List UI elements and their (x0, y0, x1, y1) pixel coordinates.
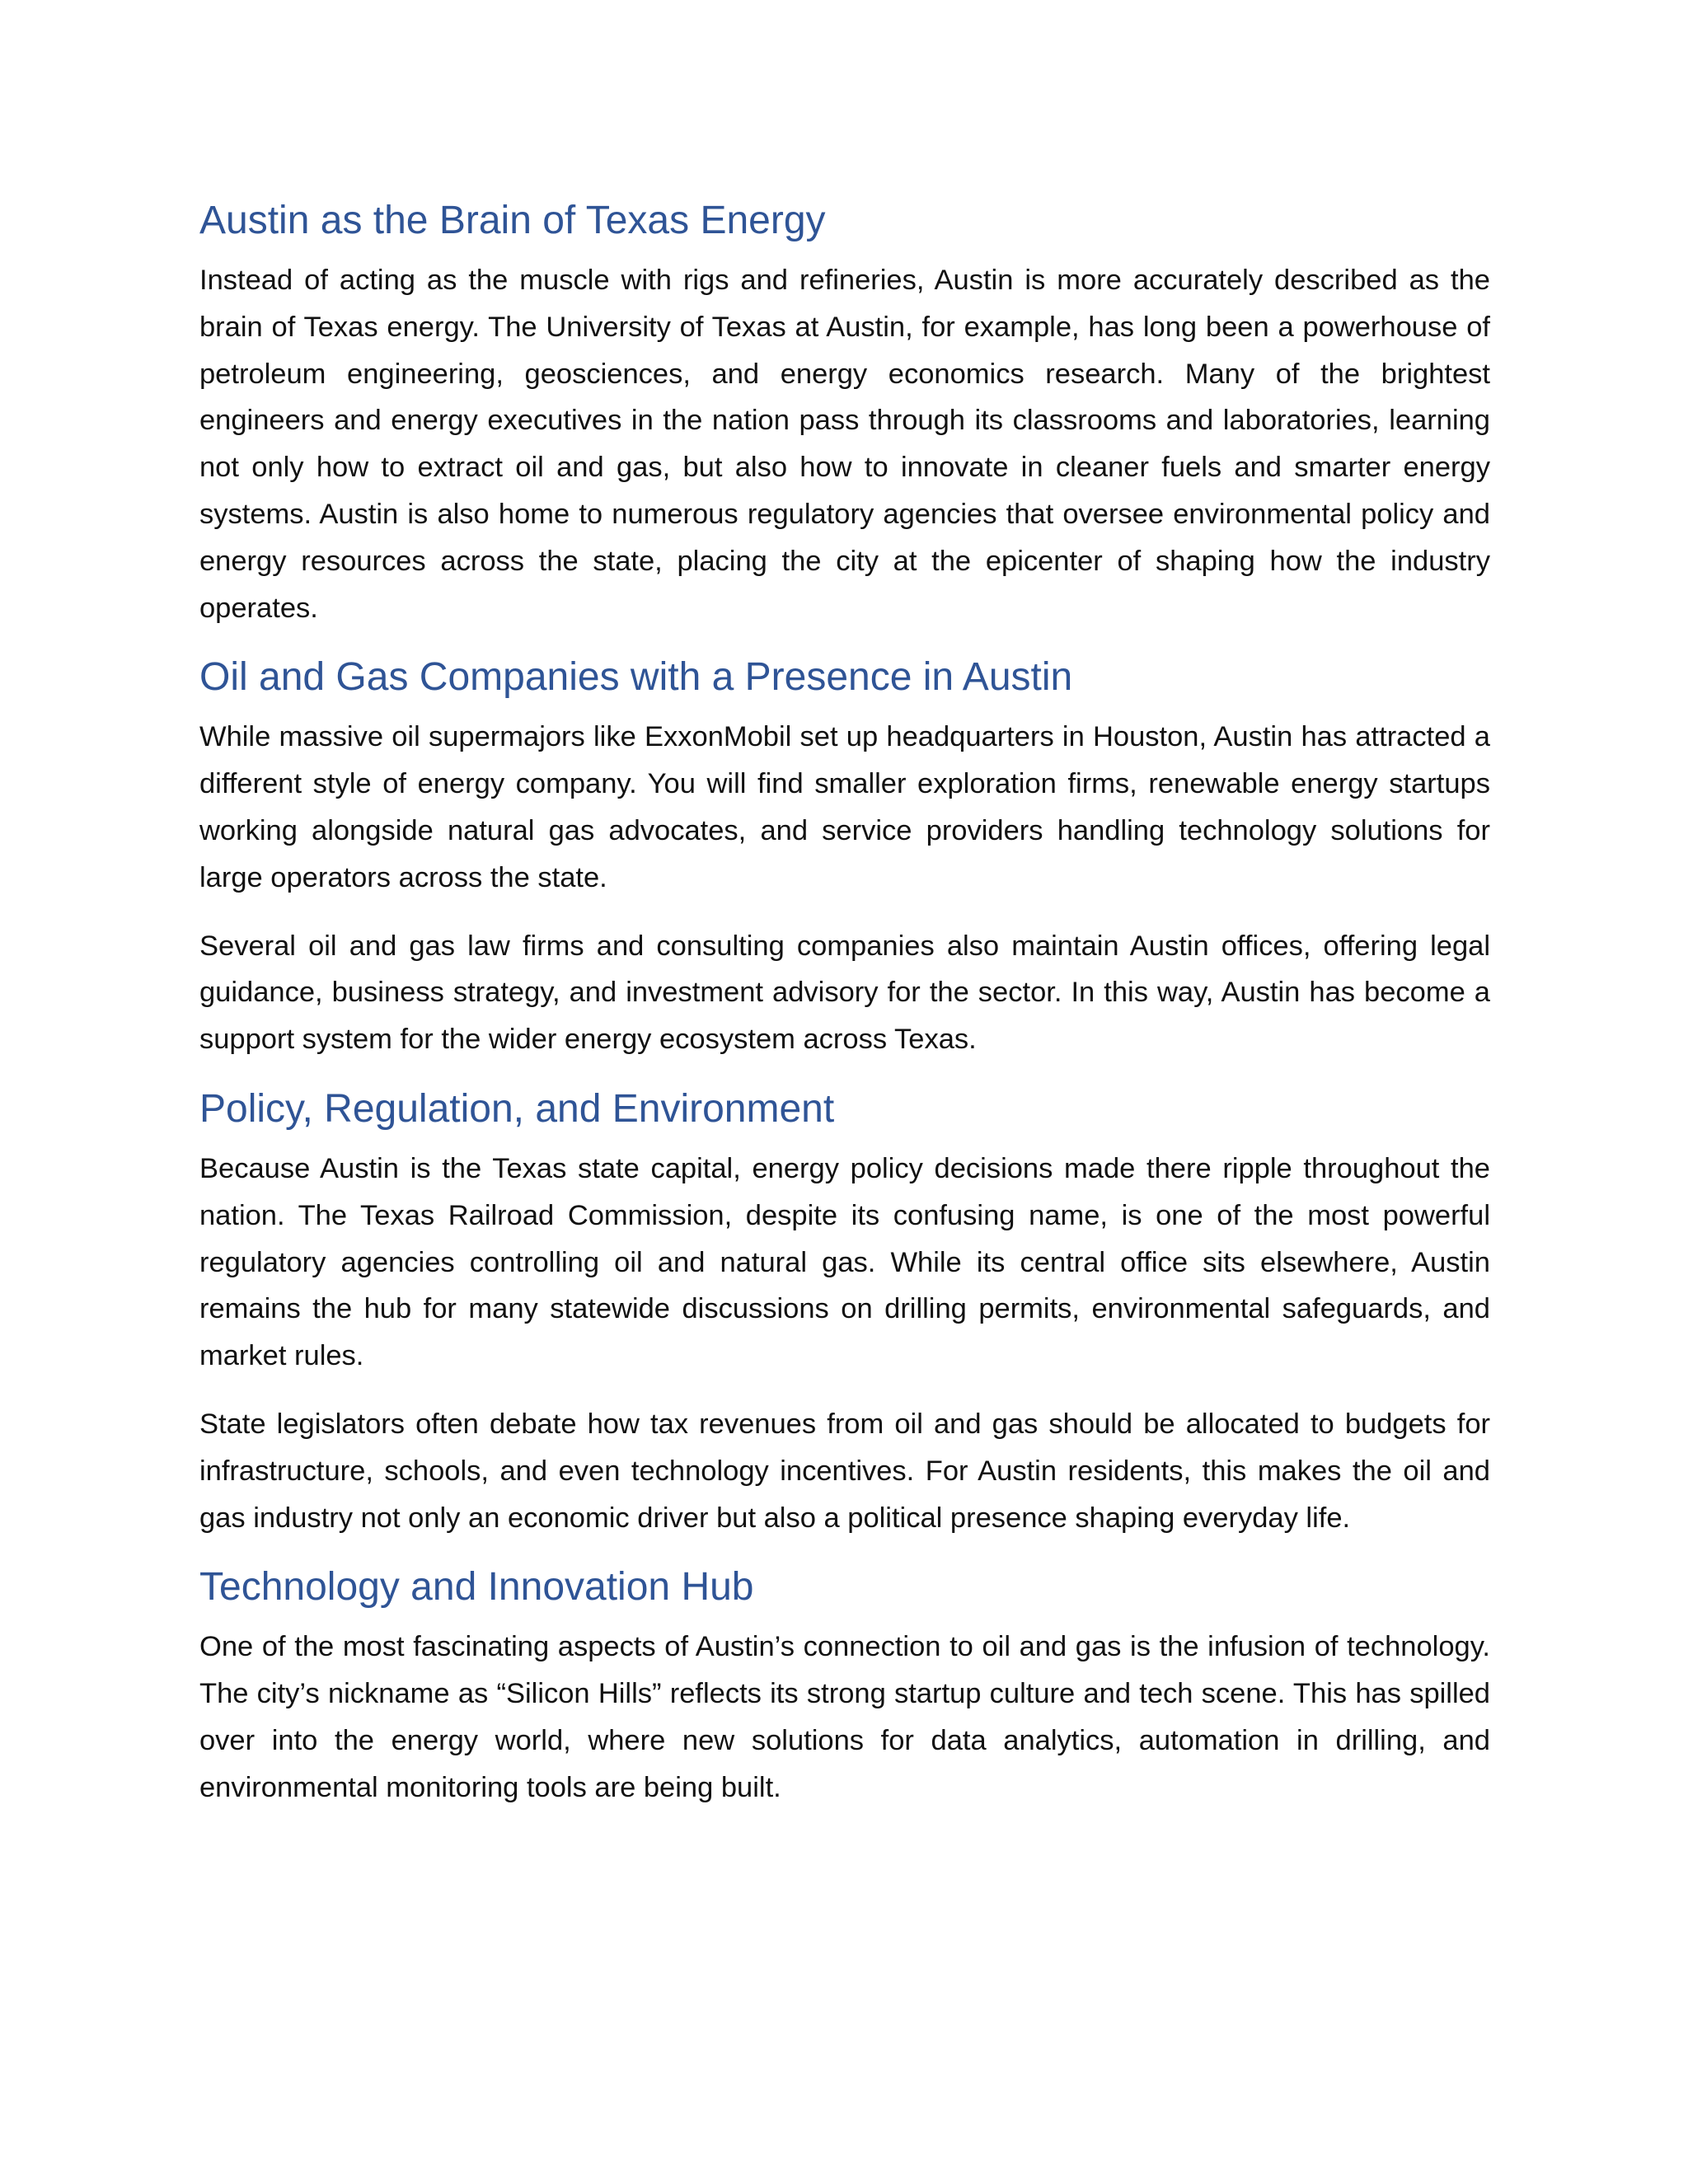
section-policy-regulation (199, 1085, 1490, 1541)
document-page (199, 196, 1490, 1833)
section-brain-of-texas-energy (199, 196, 1490, 631)
paragraph: While massive oil supermajors like ExxonMobil set up headquarters in Houston, Austin has attracted a different style of energy company. You will find smaller exploration firms, renewable energy startups working alongside natural gas advocates, and service providers handling technology solutions for large operators across the state. (199, 721, 1490, 893)
paragraph: Because Austin is the Texas state capital, energy policy decisions made there ripple throughout the nation. The Texas Railroad Commission, despite its confusing name, is one of the most powerful regulatory agencies controlling oil and natural gas. While its central office sits elsewhere, Austin remains the hub for many statewide discussions on drilling permits, environmental safeguards, and market rules. (199, 1152, 1490, 1372)
paragraph: One of the most fascinating aspects of Austin’s connection to oil and gas is the infusion of technology. The city’s nickname as “Silicon Hills” reflects its strong startup culture and tech scene. This has spilled over into the energy world, where new solutions for data analytics, automation in drilling, and environmental monitoring tools are being built. (199, 1631, 1490, 1803)
section-heading: Oil and Gas Companies with a Presence in Austin (199, 655, 1073, 700)
section-oil-gas-companies (199, 653, 1490, 1063)
paragraph: Instead of acting as the muscle with rigs and refineries, Austin is more accurately described as the brain of Texas energy. The University of Texas at Austin, for example, has long been a powerhouse of petroleum engineering, geosciences, and energy economics research. Many of the brightest engineers and energy executives in the nation pass through its classrooms and laboratories, learning not only how to extract oil and gas, but also how to innovate in cleaner fuels and smarter energy systems. Austin is also home to numerous regulatory agencies that oversee environmental policy and energy resources across the state, placing the city at the epicenter of shaping how the industry operates. (199, 265, 1490, 624)
section-heading: Policy, Regulation, and Environment (199, 1086, 835, 1131)
section-technology-innovation (199, 1563, 1490, 1811)
section-heading: Technology and Innovation Hub (199, 1565, 754, 1610)
section-heading: Austin as the Brain of Texas Energy (199, 199, 826, 242)
paragraph: Several oil and gas law firms and consulting companies also maintain Austin offices, offering legal guidance, business strategy, and investment advisory for the sector. In this way, Austin has become a support system for the wider energy ecosystem across Texas. (199, 930, 1490, 1056)
paragraph: State legislators often debate how tax revenues from oil and gas should be allocated to budgets for infrastructure, schools, and even technology incentives. For Austin residents, this makes the oil and gas industry not only an economic driver but also a political presence shaping everyday life. (199, 1408, 1490, 1534)
